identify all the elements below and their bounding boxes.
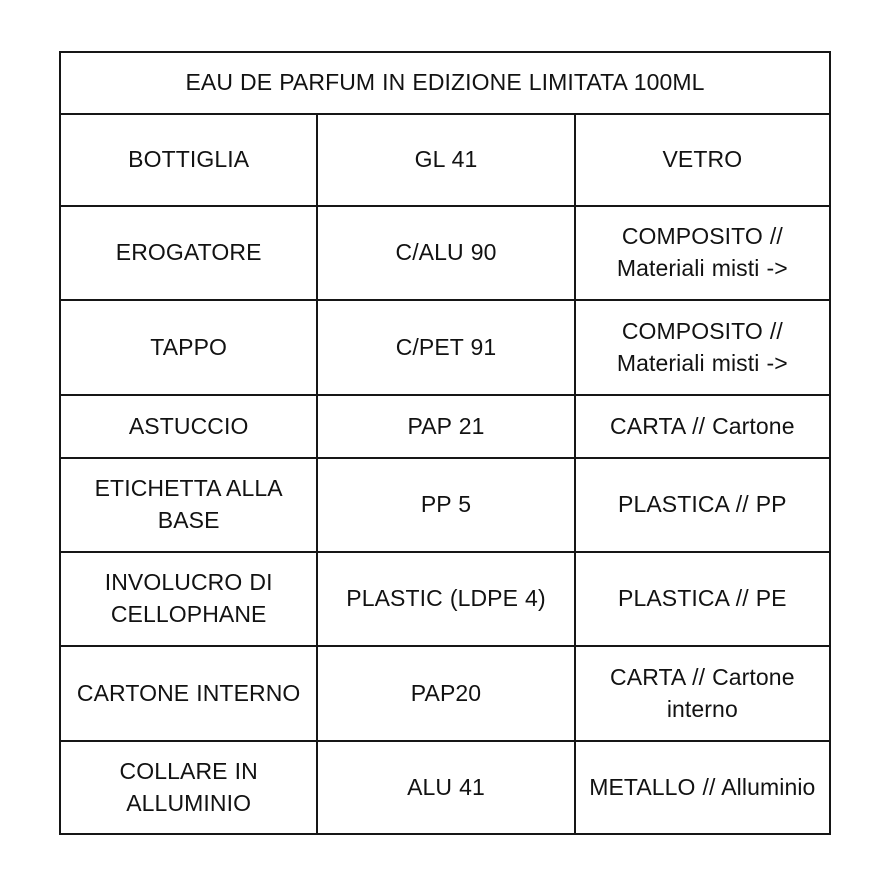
table-row (60, 300, 830, 395)
table-title: EAU DE PARFUM IN EDIZIONE LIMITATA 100ML (60, 52, 830, 114)
cell-code: PLASTIC (LDPE 4) (317, 552, 574, 646)
cell-code: PAP 21 (317, 395, 574, 458)
table-header (60, 52, 830, 114)
cell-material: CARTA // Cartone (575, 395, 830, 458)
cell-component: CARTONE INTERNO (60, 646, 317, 741)
table-title-row (60, 52, 830, 114)
cell-code: PP 5 (317, 458, 574, 552)
cell-code: GL 41 (317, 114, 574, 206)
cell-component: ETICHETTA ALLA BASE (60, 458, 317, 552)
cell-material: COMPOSITO // Materiali misti -> (575, 206, 830, 300)
cell-material: CARTA // Cartone interno (575, 646, 830, 741)
materials-table (59, 51, 831, 835)
table-row (60, 114, 830, 206)
cell-component: COLLARE IN ALLUMINIO (60, 741, 317, 834)
table-body (60, 114, 830, 834)
cell-material: VETRO (575, 114, 830, 206)
cell-component: ASTUCCIO (60, 395, 317, 458)
table-row (60, 206, 830, 300)
cell-material: METALLO // Alluminio (575, 741, 830, 834)
cell-component: BOTTIGLIA (60, 114, 317, 206)
table-row (60, 395, 830, 458)
table-row (60, 741, 830, 834)
cell-component: EROGATORE (60, 206, 317, 300)
cell-component: INVOLUCRO DI CELLOPHANE (60, 552, 317, 646)
cell-code: ALU 41 (317, 741, 574, 834)
table-row (60, 458, 830, 552)
cell-material: PLASTICA // PP (575, 458, 830, 552)
cell-code: C/PET 91 (317, 300, 574, 395)
cell-code: C/ALU 90 (317, 206, 574, 300)
packaging-materials-graphic (59, 51, 831, 835)
cell-code: PAP20 (317, 646, 574, 741)
cell-material: PLASTICA // PE (575, 552, 830, 646)
cell-component: TAPPO (60, 300, 317, 395)
cell-material: COMPOSITO // Materiali misti -> (575, 300, 830, 395)
table-row (60, 646, 830, 741)
table-row (60, 552, 830, 646)
